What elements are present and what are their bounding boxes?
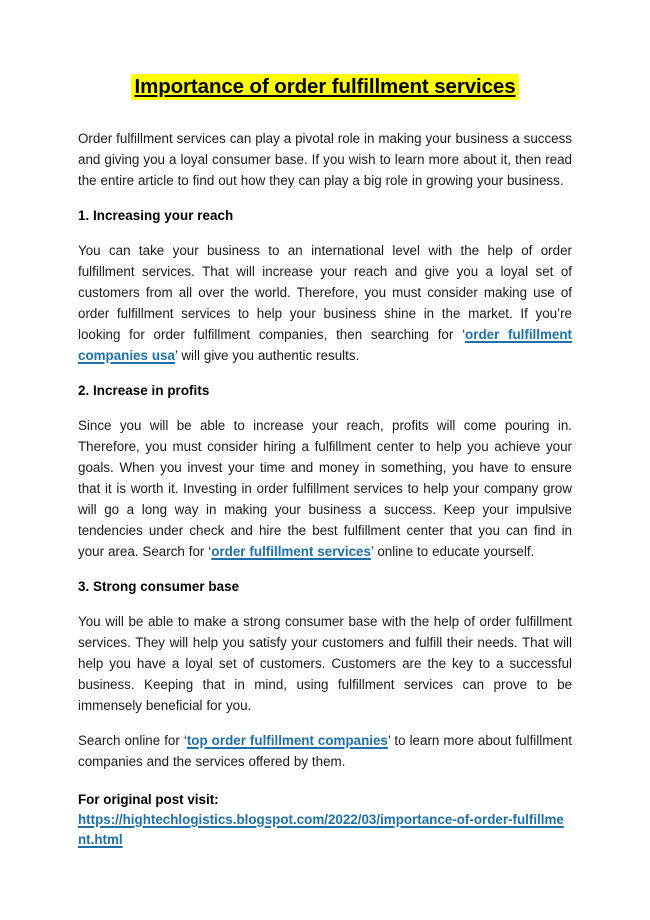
closing-text-before-link: Search online for ‘ <box>78 733 187 748</box>
closing-paragraph <box>78 730 572 772</box>
page-title: Importance of order fulfillment services <box>131 74 518 100</box>
original-post-label: For original post visit: <box>78 792 219 807</box>
section-paragraph-3 <box>78 611 572 716</box>
section-2-text-before-link: Since you will be able to increase your reach, profits will come pouring in. Therefore, you must consider hiring a fulfillment center to help you achieve your goals. When you invest your time and money in something, you have to ensure that it is worth it. Investing in order fulfillment services to help your company grow will go a long way in making your business a success. Keep your impulsive tendencies under check and hire the best fulfillment center that you can find in your area. Search for ‘ <box>78 418 572 559</box>
document-content <box>78 72 572 850</box>
section-heading-3: 3. Strong consumer base <box>78 579 240 594</box>
intro-paragraph: Order fulfillment services can play a pivotal role in making your business a success and giving you a loyal consumer base. If you wish to learn more about it, then read the entire article to find out how they can play a big role in growing your business. <box>78 131 572 188</box>
link-top-order-fulfillment-companies[interactable]: top order fulfillment companies <box>186 733 388 748</box>
section-1-text-before-link: You can take your business to an international level with the help of order fulfillment services. That will increase your reach and give you a loyal set of customers from all over the world. Therefore, you must consider making use of order fulfillment services to help your business shine in the market. If you’re looking for order fulfillment companies, then searching for ‘ <box>78 243 572 342</box>
link-order-fulfillment-services[interactable]: order fulfillment services <box>211 544 371 559</box>
link-order-fulfillment-companies-usa[interactable]: order fulfillment companies usa <box>78 327 572 363</box>
title-block <box>78 72 572 102</box>
section-heading-1: 1. Increasing your reach <box>78 208 234 223</box>
section-paragraph-1 <box>78 240 572 366</box>
section-3-text: You will be able to make a strong consumer base with the help of order fulfillment services. They will help you satisfy your customers and fulfill their needs. That will help you have a loyal set of customers. Customers are the key to a successful business. Keeping that in mind, using fulfillment services can prove to be immensely beneficial for you. <box>78 614 572 713</box>
closing-text-after-link: ’ to learn more about fulfillment companies and the services offered by them. <box>78 733 572 769</box>
section-2-text-after-link: ’ online to educate yourself. <box>370 544 535 559</box>
section-1-text-after-link: ’ will give you authentic results. <box>174 348 360 363</box>
section-paragraph-2 <box>78 415 572 562</box>
original-post-url-link[interactable]: https://hightechlogistics.blogspot.com/2022/03/importance-of-order-fulfillment.html <box>78 812 564 847</box>
footer-block <box>78 790 572 850</box>
section-heading-2: 2. Increase in profits <box>78 383 210 398</box>
